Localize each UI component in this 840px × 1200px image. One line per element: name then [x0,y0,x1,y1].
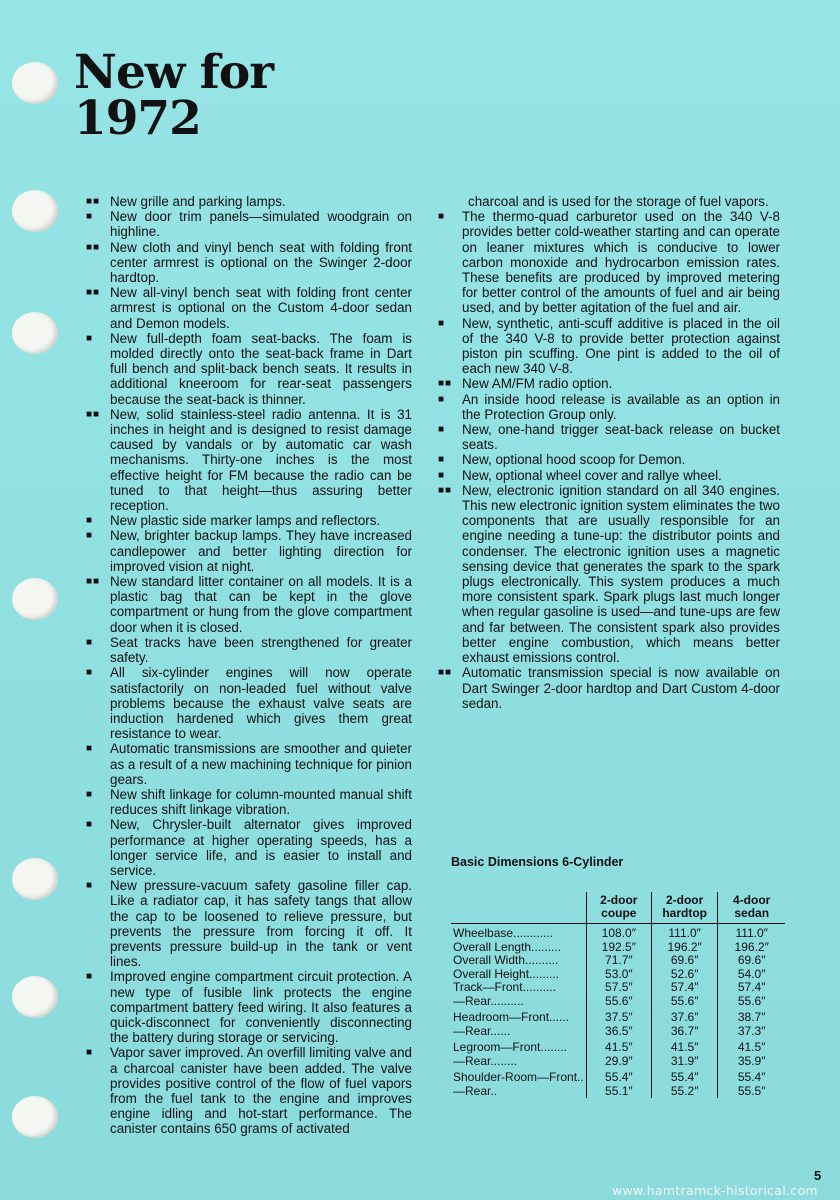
page-number: 5 [814,1168,822,1183]
feature-text: New grille and parking lamps. [110,194,286,209]
table-row [451,968,785,982]
table-row [451,1038,785,1055]
bullet-marker: ■ [438,393,446,405]
row-label: Overall Height......... [453,967,560,981]
binder-hole [12,312,58,354]
right-column [438,194,780,711]
bullet-marker: ■ [438,317,446,329]
col-header: 2-door hardtop [651,892,717,924]
table-cell: 37.6″ [651,1008,717,1025]
feature-text: An inside hood release is available as an option in the Protection Group only. [462,391,780,422]
feature-item [86,665,412,741]
feature-item [438,316,780,377]
bullet-marker: ■■ [438,484,453,496]
feature-item [86,331,412,407]
feature-item [86,817,412,878]
page-title [74,45,274,146]
feature-text: Improved engine compartment circuit protection. A new type of fusible link protects the engine compartment battery feed wiring. It also features a quick-disconnect for conveniently disconnecting the battery during storage or servicing. [110,969,412,1046]
feature-text: New, brighter backup lamps. They have increased candlepower and better lighting direction for improved vision at night. [110,528,412,574]
row-label: Wheelbase............ [453,926,554,940]
table-row [451,1008,785,1025]
feature-item [86,969,412,1045]
feature-text: New full-depth foam seat-backs. The foam is molded directly onto the seat-back frame in Dart full bench and split-back bench seats. It results in additional kneeroom for rear-seat passengers because the seat-back is thinner. [110,330,412,407]
feature-text: New, one-hand trigger seat-back release on bucket seats. [462,422,780,453]
bullet-marker: ■ [86,530,94,542]
feature-text: New cloth and vinyl bench seat with folding front center armrest is optional on the Swinger 2-door hardtop. [110,239,412,286]
row-label: Overall Width.......... [453,954,559,967]
bullet-marker: ■■ [438,378,453,390]
table-cell: 54.0″ [718,968,785,982]
bullet-marker: ■■ [86,196,101,207]
feature-item [86,528,412,574]
table-row [451,1025,785,1039]
bullet-marker: ■ [86,332,94,344]
feature-text: New door trim panels—simulated woodgrain on highline. [110,209,412,240]
bullet-marker: ■■ [86,287,101,299]
feature-text: New AM/FM radio option. [462,376,613,392]
feature-text: Vapor saver improved. An overfill limiting valve and a charcoal canister have been added. The valve provides positive control of the flow of fuel vapors from the fuel tank to the engine and improves engine idling and hot-start performance. The canister contains 650 grams of activated [110,1045,412,1137]
feature-item [86,407,412,513]
feature-item [438,468,780,483]
table-cell: 41.5″ [586,1038,651,1055]
col-header: 2-door coupe [586,892,651,924]
row-label: —Rear...... [453,1024,511,1038]
feature-text: All six-cylinder engines will now operate satisfactorily on non-leaded fuel without valve problems because the exhaust valve seats are induction hardened which gives them great resistance to wear. [110,665,412,742]
row-label: —Rear........ [453,1054,518,1068]
table-cell: 55.4″ [718,1068,785,1085]
feature-item [438,665,780,711]
row-label: Headroom—Front...... [453,1010,570,1024]
row-label: Legroom—Front........ [453,1040,568,1054]
table-cell: 55.1″ [586,1085,651,1099]
table-row [451,924,785,941]
feature-item [438,209,780,315]
bullet-marker: ■ [86,636,94,648]
bullet-marker: ■■ [86,408,101,420]
feature-text: Automatic transmissions are smoother and quieter as a result of a new machining technique for pinion gears. [110,741,412,787]
row-label: Shoulder-Room—Front.. [453,1070,584,1084]
table-cell: 52.6″ [651,968,717,982]
table-cell: 36.5″ [586,1025,651,1039]
table-cell: 31.9″ [651,1055,717,1069]
feature-item [86,513,412,528]
bullet-marker: ■ [438,211,446,223]
bullet-marker: ■■ [438,667,453,679]
table-cell: 192.5″ [586,941,651,955]
table-cell: 55.6″ [651,995,717,1009]
binder-hole [12,976,58,1018]
bullet-marker: ■ [86,515,94,527]
table-cell: 37.3″ [718,1025,785,1039]
bullet-marker: ■ [86,880,94,892]
table-cell: 37.5″ [586,1008,651,1025]
table-cell: 108.0″ [586,924,651,941]
table-cell: 111.0″ [651,924,717,941]
table-row [451,981,785,995]
binder-hole [12,858,58,900]
bullet-marker: ■ [86,743,94,755]
table-cell: 36.7″ [651,1025,717,1039]
feature-text: Seat tracks have been strengthened for greater safety. [110,634,412,666]
feature-text: New plastic side marker lamps and reflectors. [110,513,381,529]
table-cell: 69.6″ [718,954,785,968]
dimensions-table [451,892,785,1098]
row-label: Overall Length......... [453,940,562,954]
table-cell: 55.2″ [651,1085,717,1099]
feature-text: New pressure-vacuum safety gasoline filler cap. Like a radiator cap, it has safety tangs that allow the cap to be loosened to relieve pressure, but prevents the pressure from forcing it off. It prevents pressure build-up in the tank or vent lines. [110,878,412,970]
feature-item [438,452,780,467]
continuation-text: charcoal and is used for the storage of fuel vapors. [468,194,769,209]
feature-item [86,285,412,331]
table-cell: 71.7″ [586,954,651,968]
table-corner [451,892,586,924]
dimensions-title: Basic Dimensions 6-Cylinder [451,855,624,869]
table-cell: 57.4″ [651,981,717,995]
feature-text: New standard litter container on all models. It is a plastic bag that can be kept in the glove compartment or hung from the glove compartment door when it is closed. [110,574,412,635]
feature-text: New, Chrysler-built alternator gives improved performance at higher operating speeds, has a longer service life, and is easier to install and service. [110,817,412,878]
row-label: Track—Front.......... [453,981,556,994]
feature-text: New, synthetic, anti-scuff additive is placed in the oil of the 340 V-8 to provide better protection against piston pin scuffing. One pint is added to the oil of each new 340 V-8. [462,315,780,377]
table-cell: 41.5″ [718,1038,785,1055]
bullet-marker: ■ [86,211,94,223]
feature-text: The thermo-quad carburetor used on the 340 V-8 provides better cold-weather starting and can operate on leaner mixtures which is conducive to lower carbon monoxide and hydrocarbon emission rates. These benefits are produced by improved metering for better control of the amounts of fuel and air being used, and by better agitation of the fuel and air. [462,209,780,316]
feature-text: New, solid stainless-steel radio antenna. It is 31 inches in height and is designed to resist damage caused by vandals or by automatic car wash mechanisms. Thirty-one inches is the most effective height for FM because the radio can be tuned to that height—thus assuring better reception. [110,406,412,514]
table-row [451,1068,785,1085]
feature-text: Automatic transmission special is now available on Dart Swinger 2-door hardtop and Dart Custom 4-door sedan. [462,665,780,711]
bullet-marker: ■ [438,454,446,466]
table-cell: 55.6″ [718,995,785,1009]
table-cell: 35.9″ [718,1055,785,1069]
feature-item [86,635,412,665]
table-cell: 53.0″ [586,968,651,982]
bullet-marker: ■ [86,667,94,679]
binder-hole [12,190,58,232]
feature-item [86,787,412,817]
feature-text: New all-vinyl bench seat with folding front center armrest is optional on the Custom 4-door sedan and Demon models. [110,285,412,331]
table-cell: 38.7″ [718,1008,785,1025]
binder-hole [12,62,58,104]
feature-text: New, optional wheel cover and rallye wheel. [462,467,722,483]
table-row [451,1055,785,1069]
table-cell: 55.4″ [586,1068,651,1085]
table-cell: 55.4″ [651,1068,717,1085]
bullet-marker: ■ [86,819,94,831]
bullet-marker: ■ [438,424,446,436]
feature-item [86,878,412,969]
left-column [86,194,412,1137]
bullet-marker: ■■ [86,241,101,253]
binder-hole [12,1096,58,1138]
title-line-2: 1972 [74,91,201,146]
row-label: —Rear.. [453,1084,498,1098]
table-row [451,1085,785,1099]
feature-text: New, optional hood scoop for Demon. [462,452,686,468]
bullet-marker: ■ [86,971,94,983]
table-cell: 57.4″ [718,981,785,995]
feature-item [86,209,412,239]
feature-item [438,392,780,422]
title-line-1: New for [74,45,274,100]
binder-hole [12,578,58,620]
table-row [451,954,785,968]
watermark: www.hamtramck-historical.com [612,1183,818,1198]
table-row [451,995,785,1009]
table-cell: 29.9″ [586,1055,651,1069]
row-label: —Rear.......... [453,994,524,1008]
feature-item [86,741,412,787]
feature-item [86,240,412,286]
feature-text: New shift linkage for column-mounted manual shift reduces shift linkage vibration. [110,786,412,818]
bullet-marker: ■ [86,1047,94,1059]
col-header: 4-door sedan [718,892,785,924]
table-cell: 55.5″ [718,1085,785,1099]
table-cell: 69.6″ [651,954,717,968]
feature-item [438,422,780,452]
bullet-marker: ■■ [86,576,101,588]
table-cell: 55.6″ [586,995,651,1009]
feature-item [86,1045,412,1136]
table-cell: 41.5″ [651,1038,717,1055]
table-cell: 57.5″ [586,981,651,995]
feature-item [86,194,412,209]
table-cell: 196.2″ [718,941,785,955]
feature-item [438,483,780,665]
table-row [451,941,785,955]
feature-item [438,376,780,391]
bullet-marker: ■ [438,469,446,481]
table-cell: 196.2″ [651,941,717,955]
table-cell: 111.0″ [718,924,785,941]
feature-item [86,574,412,635]
bullet-marker: ■ [86,788,94,800]
feature-text: New, electronic ignition standard on all 340 engines. This new electronic ignition system eliminates the two components that are usually responsible for an engine needing a tune-up: the distributor points and condenser. The electronic ignition uses a magnetic sensing device that generates the spark to the spark plugs electronically. This system produces a much more consistent spark. Spark plugs last much longer when regular gasoline is used—and tune-ups are few and far between. The consistent spark also provides better engine combustion, which means better exhaust emissions control. [462,482,780,666]
